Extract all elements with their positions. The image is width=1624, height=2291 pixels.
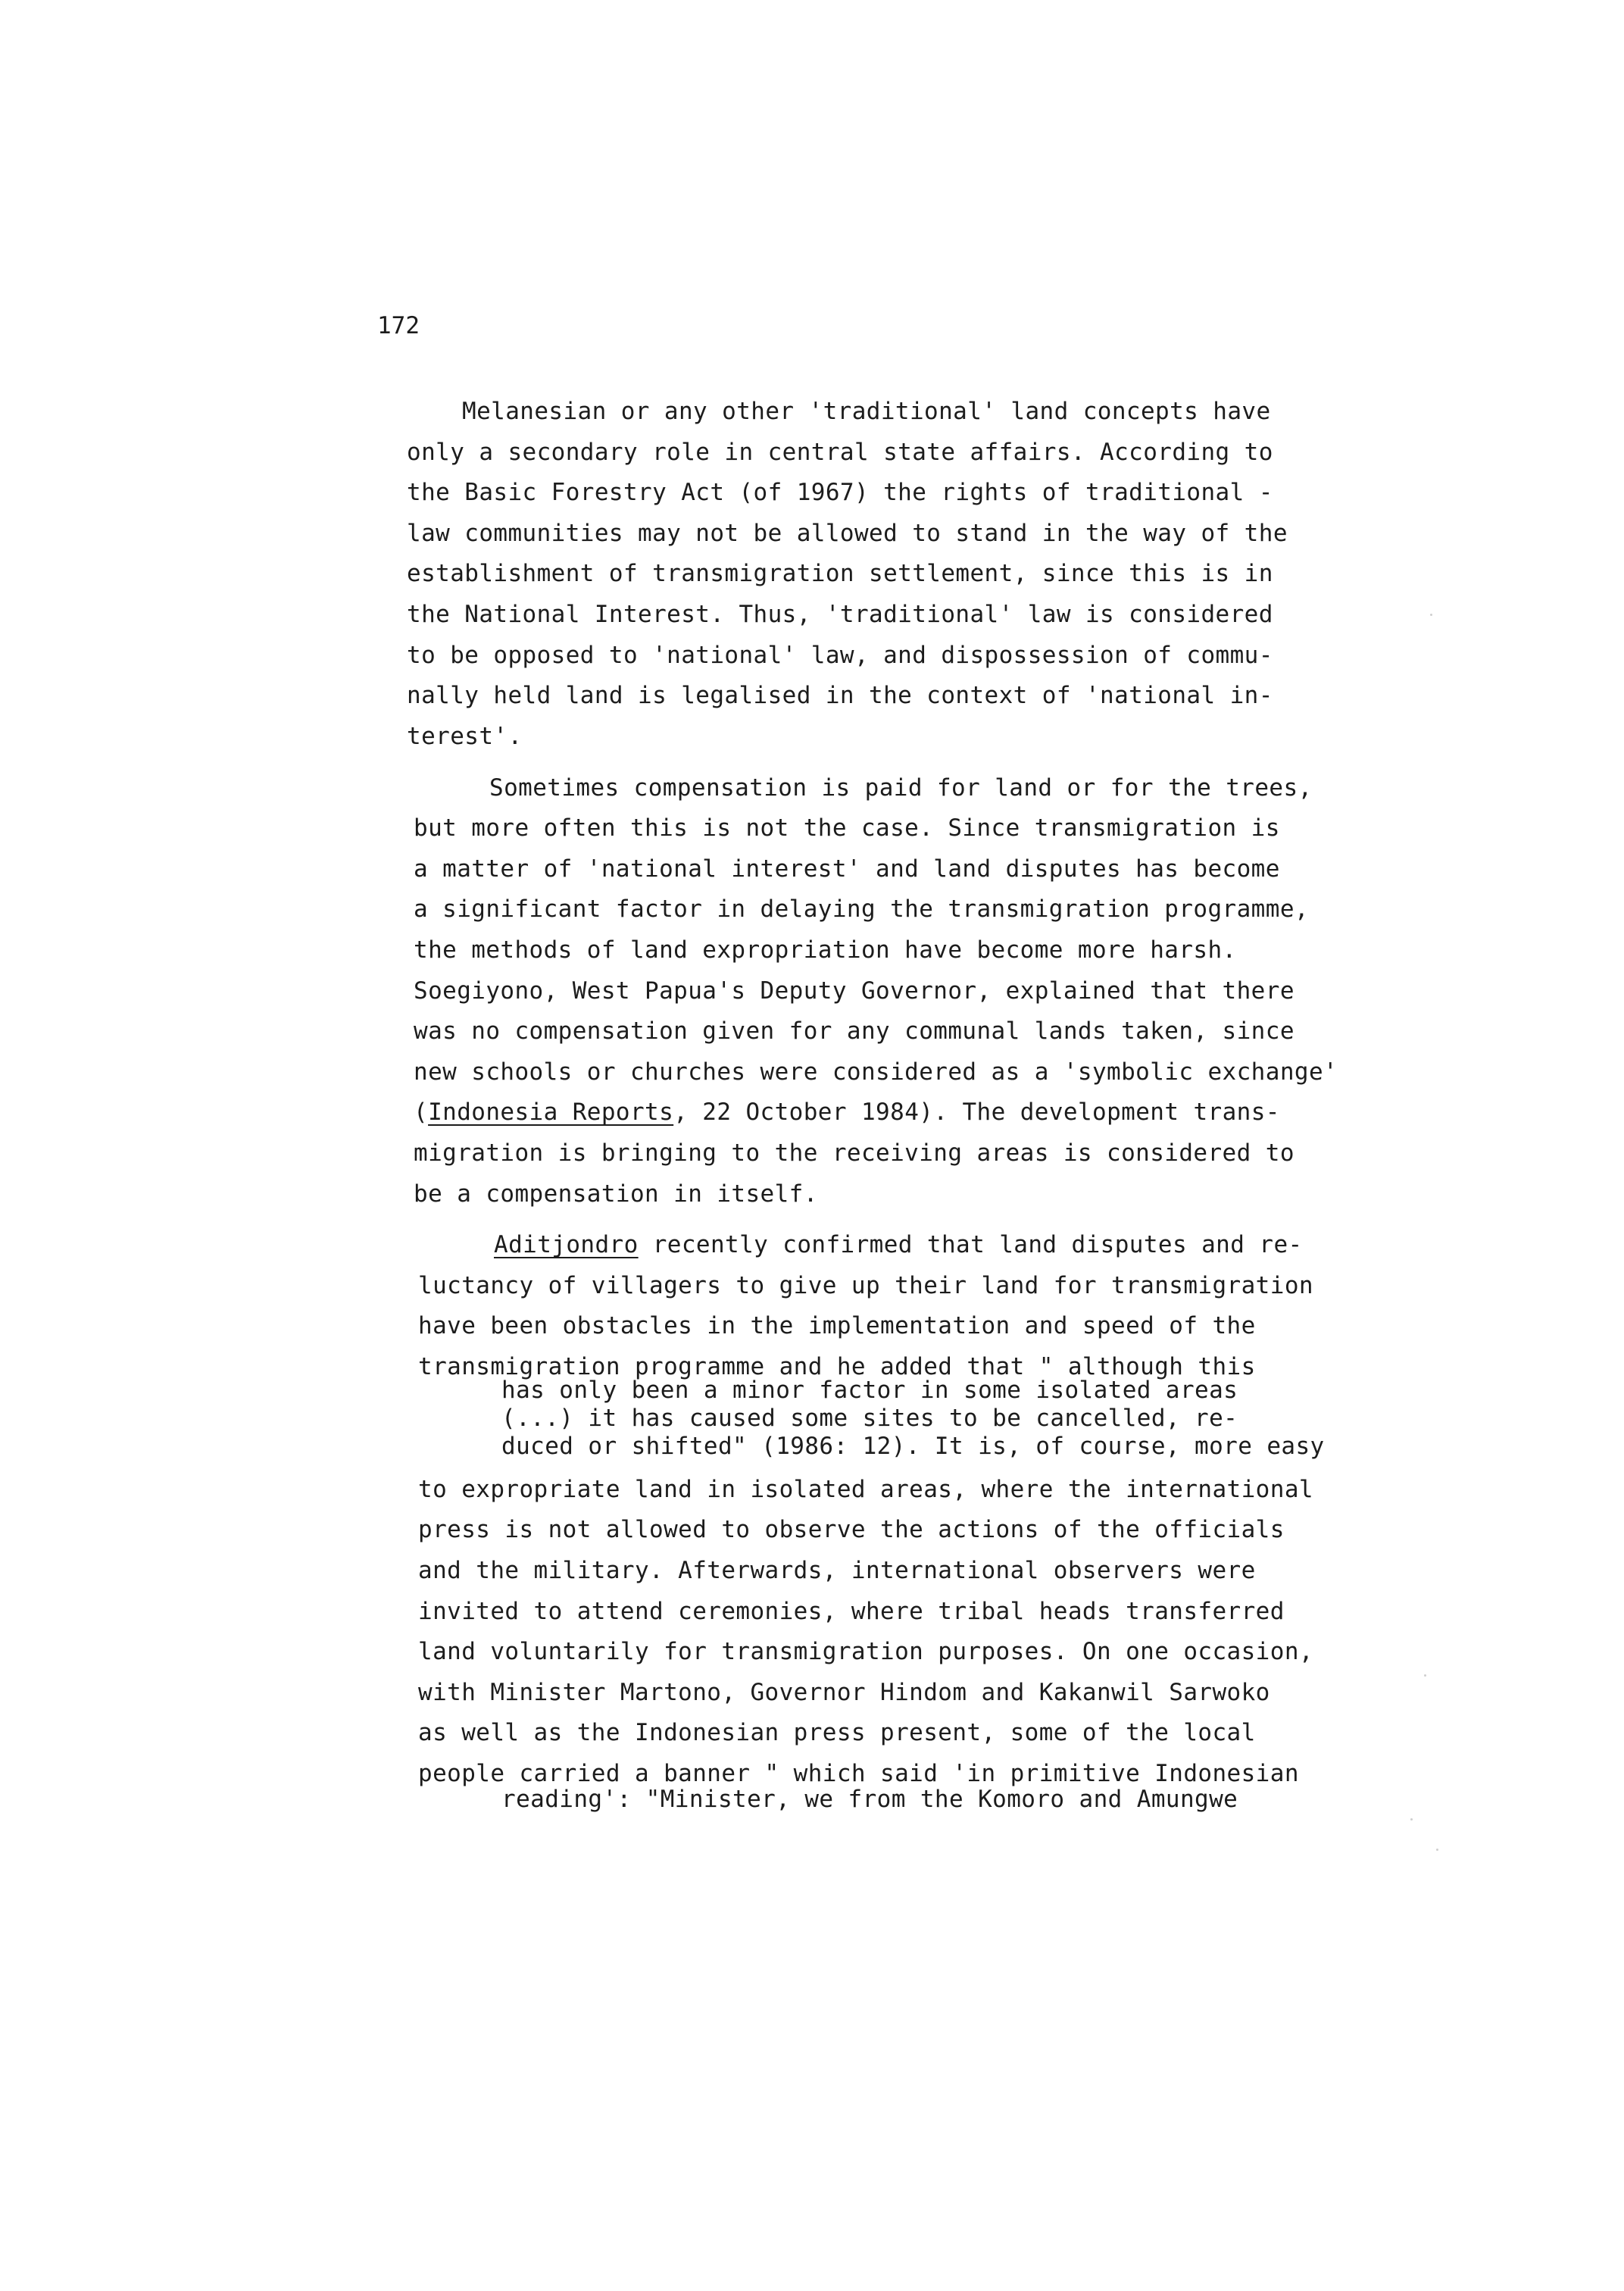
- text-line: but more often this is not the case. Since transmigration is: [414, 814, 1280, 842]
- text-rest: recently confirmed that land disputes and re-: [638, 1231, 1303, 1258]
- text-line: Sometimes compensation is paid for land or for the trees,: [489, 774, 1313, 802]
- text-line: the methods of land expropriation have become more harsh.: [414, 936, 1237, 964]
- text-line: people carried a banner " which said 'in primitive Indonesian: [418, 1760, 1299, 1787]
- text-line: transmigration programme and he added that " although this: [418, 1353, 1256, 1380]
- text-line: invited to attend ceremonies, where tribal heads transferred: [418, 1598, 1285, 1625]
- text-line: press is not allowed to observe the actions of the officials: [418, 1516, 1285, 1543]
- text-line: be a compensation in itself.: [414, 1180, 818, 1208]
- text-line: Melanesian or any other 'traditional' land concepts have: [462, 398, 1271, 425]
- scan-speck: [1424, 1674, 1426, 1677]
- text-line: Soegiyono, West Papua's Deputy Governor, explained that there: [414, 977, 1295, 1005]
- quote-line: has only been a minor factor in some isolated areas: [501, 1377, 1238, 1404]
- text-line: luctancy of villagers to give up their land for transmigration: [418, 1272, 1313, 1299]
- text-line: was no compensation given for any communal lands taken, since: [414, 1017, 1295, 1045]
- quote-line: reading': "Minister, we from the Komoro and Amungwe: [501, 1786, 1238, 1813]
- text-line: migration is bringing to the receiving areas is considered to: [414, 1139, 1295, 1167]
- text-line: to expropriate land in isolated areas, where the international: [418, 1476, 1313, 1503]
- quote-line: (...) it has caused some sites to be cancelled, re-: [501, 1405, 1238, 1432]
- text-line: only a secondary role in central state affairs. According to: [407, 439, 1273, 466]
- text-line: have been obstacles in the implementation and speed of the: [418, 1312, 1256, 1339]
- text-line: establishment of transmigration settlement, since this is in: [407, 560, 1273, 587]
- text-line: land voluntarily for transmigration purposes. On one occasion,: [418, 1638, 1313, 1665]
- text-line: new schools or churches were considered as a 'symbolic exchange': [414, 1058, 1338, 1086]
- text-line: to be opposed to 'national' law, and dispossession of commu-: [407, 642, 1273, 669]
- cited-author: Aditjondro: [494, 1231, 639, 1258]
- scan-speck: [1410, 1818, 1413, 1821]
- scan-speck: [1436, 1849, 1438, 1851]
- scan-speck: [1430, 614, 1432, 616]
- text-line: law communities may not be allowed to stand in the way of the: [407, 520, 1288, 547]
- text-line: with Minister Martono, Governor Hindom and Kakanwil Sarwoko: [418, 1679, 1270, 1706]
- citation-rest: , 22 October 1984). The development trans-: [673, 1099, 1280, 1126]
- text-line: a significant factor in delaying the transmigration programme,: [414, 895, 1309, 923]
- page-number: 172: [377, 312, 420, 339]
- text-line: terest'.: [407, 723, 523, 750]
- open-paren: (: [414, 1099, 429, 1126]
- text-line: nally held land is legalised in the context of 'national in-: [407, 682, 1273, 709]
- cited-source-title: Indonesia Reports: [428, 1099, 674, 1126]
- text-line-with-citation: [414, 1097, 1280, 1127]
- text-line: as well as the Indonesian press present, some of the local: [418, 1719, 1256, 1746]
- text-line: the Basic Forestry Act (of 1967) the rights of traditional -: [407, 479, 1273, 506]
- text-line: a matter of 'national interest' and land disputes has become: [414, 855, 1280, 883]
- quote-line: duced or shifted" (1986: 12). It is, of course, more easy: [501, 1433, 1325, 1460]
- text-line-with-author: [494, 1230, 1303, 1260]
- text-line: and the military. Afterwards, international observers were: [418, 1557, 1256, 1584]
- text-line: the National Interest. Thus, 'traditional' law is considered: [407, 601, 1273, 628]
